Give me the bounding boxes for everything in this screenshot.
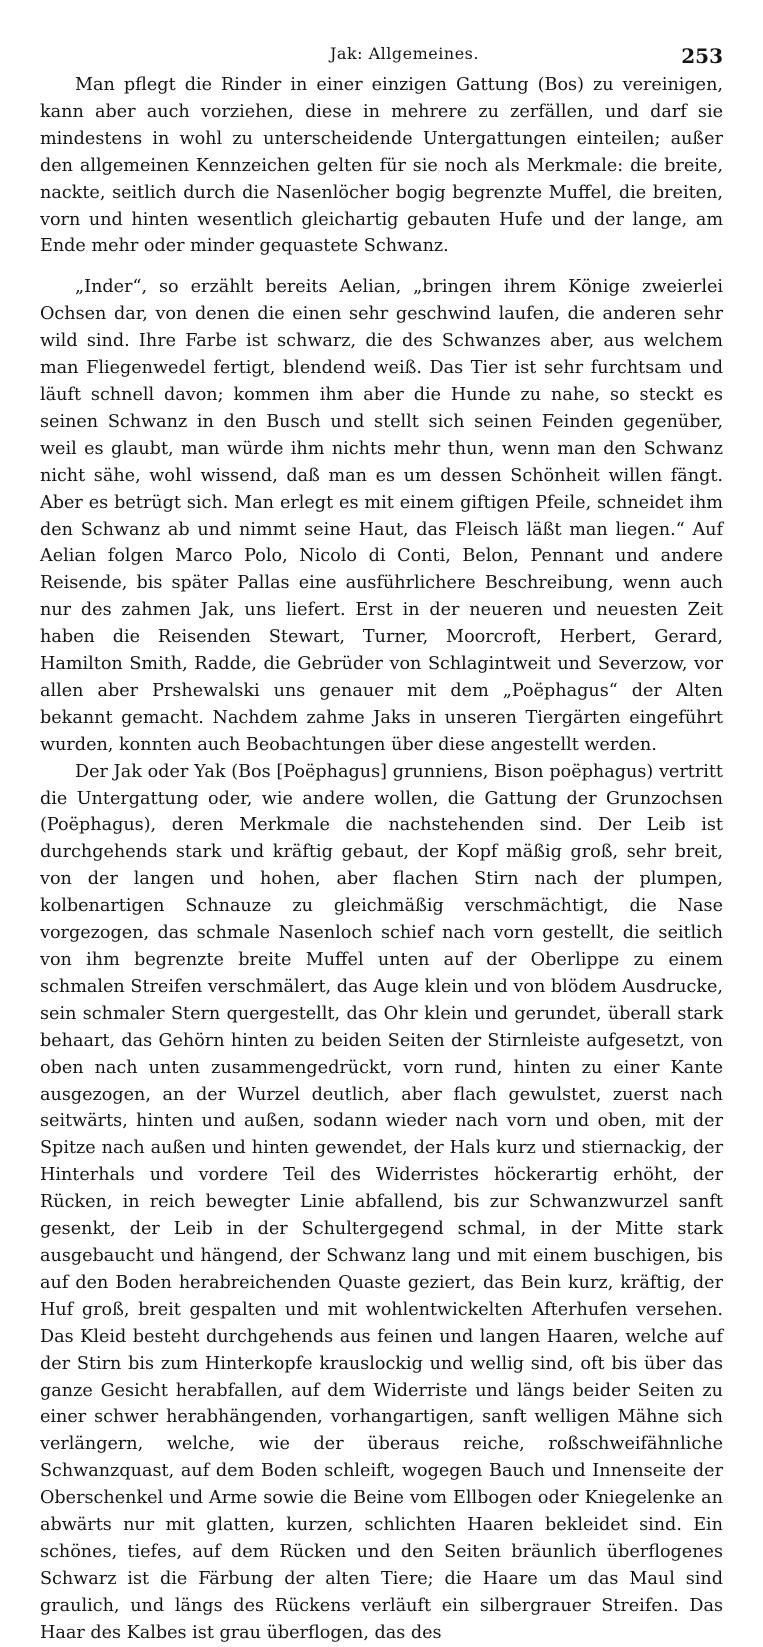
body-text [40, 72, 723, 1647]
paragraph-yak-description: Der Jak oder Yak (Bos [Poëphagus] grunniens, Bison poëphagus) vertritt die Untergattung oder, wie andere wollen, die Gattung der Grunzochsen (Poëphagus), deren Merkmale die nachstehenden sind. Der Leib ist durchgehends stark und kräftig gebaut, der Kopf mäßig groß, sehr breit, von der langen und hohen, aber flachen Stirn nach der plumpen, kolbenartigen Schnauze zu gleichmäßig verschmächtigt, die Nase vorgezogen, das schmale Nasenloch schief nach vorn gestellt, die seitlich von ihm begrenzte breite Muffel unten auf der Oberlippe zu einem schmalen Streifen verschmälert, das Auge klein und von blödem Ausdrucke, sein schmaler Stern quergestellt, das Ohr klein und gerundet, überall stark behaart, das Gehörn hinten zu beiden Seiten der Stirnleiste aufgesetzt, von oben nach unten zusammengedrückt, vorn rund, hinten zu einer Kante ausgezogen, an der Wurzel deutlich, aber flach gewulstet, zuerst nach seitwärts, hinten und außen, sodann wieder nach vorn und oben, mit der Spitze nach außen und hinten gewendet, der Hals kurz und stiernackig, der Hinterhals und vordere Teil des Widerristes höckerartig erhöht, der Rücken, in reich bewegter Linie abfallend, bis zur Schwanzwurzel sanft gesenkt, der Leib in der Schultergegend schmal, in der Mitte stark ausgebaucht und hängend, der Schwanz lang und mit einem buschigen, bis auf den Boden herabreichenden Quaste geziert, das Bein kurz, kräftig, der Huf groß, breit gespalten und mit wohlentwickelten Afterhufen versehen. Das Kleid besteht durchgehends aus feinen und langen Haaren, welche auf der Stirn bis zum Hinterkopfe krauslockig und wellig sind, oft bis über das ganze Gesicht herabfallen, auf dem Widerriste und längs beider Seiten zu einer schwer herabhängenden, vorhangartigen, sanft welligen Mähne sich verlängern, welche, wie der überaus reiche, roßschweifähnliche Schwanzquast, auf dem Boden schleift, wogegen Bauch und Innenseite der Oberschenkel und Arme sowie die Beine vom Ellbogen oder Kniegelenke an abwärts nur mit glatten, kurzen, schlichten Haaren bekleidet sind. Ein schönes, tiefes, auf dem Rücken und den Seiten bräunlich überflogenes Schwarz ist die Färbung der alten Tiere; die Haare um das Maul sind graulich, und längs des Rückens verläuft ein silbergrauer Streifen. Das Haar des Kalbes ist grau überflogen, das des [40, 761, 723, 1643]
paragraph-genus-intro: Man pflegt die Rinder in einer einzigen Gattung (Bos) zu vereinigen, kann aber auch vorziehen, diese in mehrere zu zerfällen, und darf sie mindestens in wohl zu unterscheidende Untergattungen einteilen; außer den allgemeinen Kennzeichen gelten für sie noch als Merkmale: die breite, nackte, seitlich durch die Nasenlöcher bogig begrenzte Muffel, die breiten, vorn und hinten wesentlich gleichartig gebauten Hufe und der lange, am Ende mehr oder minder gequastete Schwanz. [40, 75, 723, 257]
paragraph-aelian-quote: „Inder“, so erzählt bereits Aelian, „bringen ihrem Könige zweierlei Ochsen dar, von denen die einen sehr geschwind laufen, die anderen sehr wild sind. Ihre Farbe ist schwarz, die des Schwanzes aber, aus welchem man Fliegenwedel fertigt, blendend weiß. Das Tier ist sehr furchtsam und läuft schnell davon; kommen ihm aber die Hunde zu nahe, so steckt es seinen Schwanz in den Busch und stellt sich seinen Feinden gegenüber, weil es glaubt, man würde ihm nichts mehr thun, wenn man den Schwanz nicht sähe, wohl wissend, daß man es um dessen Schönheit willen fängt. Aber es betrügt sich. Man erlegt es mit einem giftigen Pfeile, schneidet ihm den Schwanz ab und nimmt seine Haut, das Fleisch läßt man liegen.“ Auf Aelian folgen Marco Polo, Nicolo di Conti, Belon, Pennant und andere Reisende, bis später Pallas eine ausführlichere Beschreibung, wenn auch nur des zahmen Jak, uns liefert. Erst in der neueren und neuesten Zeit haben die Reisenden Stewart, Turner, Moorcroft, Herbert, Gerard, Hamilton Smith, Radde, die Gebrüder von Schlagintweit und Severzow, vor allen aber Prshewalski uns genauer mit dem „Poëphagus“ der Alten bekannt gemacht. Nachdem zahme Jaks in unseren Tiergärten eingeführt wurden, konnten auch Beobachtungen über diese angestellt werden. [40, 277, 723, 755]
page-number: 253 [681, 44, 723, 68]
running-title: Jak: Allgemeines. [330, 44, 479, 63]
